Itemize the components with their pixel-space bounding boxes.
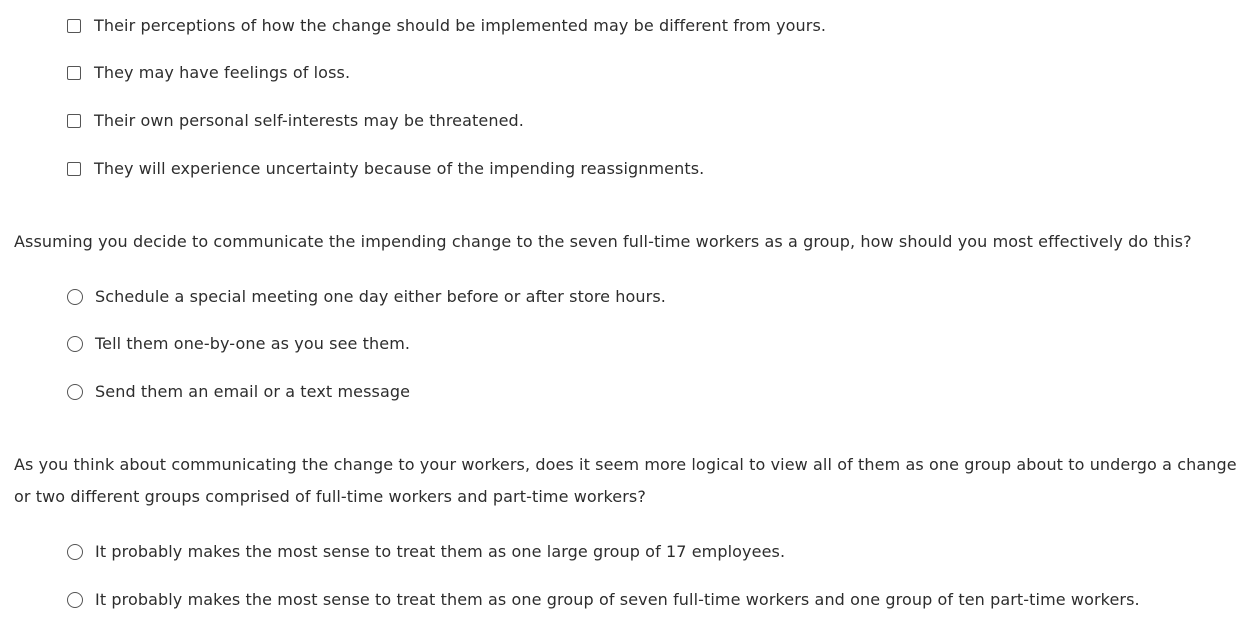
radio-button[interactable] [67,336,83,352]
radio-option-label: Tell them one-by-one as you see them. [95,334,411,353]
checkbox-option-uncertainty[interactable] [67,159,704,179]
question-one-or-two-groups: As you think about communicating the change to your workers, does it seem more logical to view all of them as one group about to undergo a change or two different groups comprised of full-time workers and part-time workers? [14,455,1237,506]
checkbox-option-loss[interactable] [67,63,350,83]
checkbox-option-label: They will experience uncertainty because of the impending reassignments. [94,159,705,178]
checkbox-option-label: Their own personal self-interests may be threatened. [94,111,524,130]
radio-option-one-large-group[interactable] [67,542,785,562]
checkbox-option-label: Their perceptions of how the change should be implemented may be different from yours. [94,16,827,35]
checkbox-option-label: They may have feelings of loss. [94,63,351,82]
checkbox[interactable] [67,114,81,128]
radio-option-one-by-one[interactable] [67,334,410,354]
radio-button[interactable] [67,289,83,305]
radio-option-label: Schedule a special meeting one day either before or after store hours. [95,287,666,306]
radio-option-special-meeting[interactable] [67,287,666,307]
checkbox-option-self-interests[interactable] [67,111,524,131]
radio-option-label: It probably makes the most sense to treat them as one group of seven full-time workers and one group of ten part-time workers. [95,590,1140,609]
checkbox[interactable] [67,66,81,80]
radio-option-email-text[interactable] [67,382,410,402]
radio-button[interactable] [67,544,83,560]
radio-button[interactable] [67,384,83,400]
radio-button[interactable] [67,592,83,608]
question-communicate-group: Assuming you decide to communicate the impending change to the seven full-time workers as a group, how should you most effectively do this? [14,232,1192,251]
radio-option-two-groups[interactable] [67,590,1140,610]
checkbox-option-perceptions[interactable] [67,16,826,36]
radio-option-label: It probably makes the most sense to treat them as one large group of 17 employees. [95,542,786,561]
radio-option-label: Send them an email or a text message [95,382,411,401]
checkbox[interactable] [67,19,81,33]
checkbox[interactable] [67,162,81,176]
